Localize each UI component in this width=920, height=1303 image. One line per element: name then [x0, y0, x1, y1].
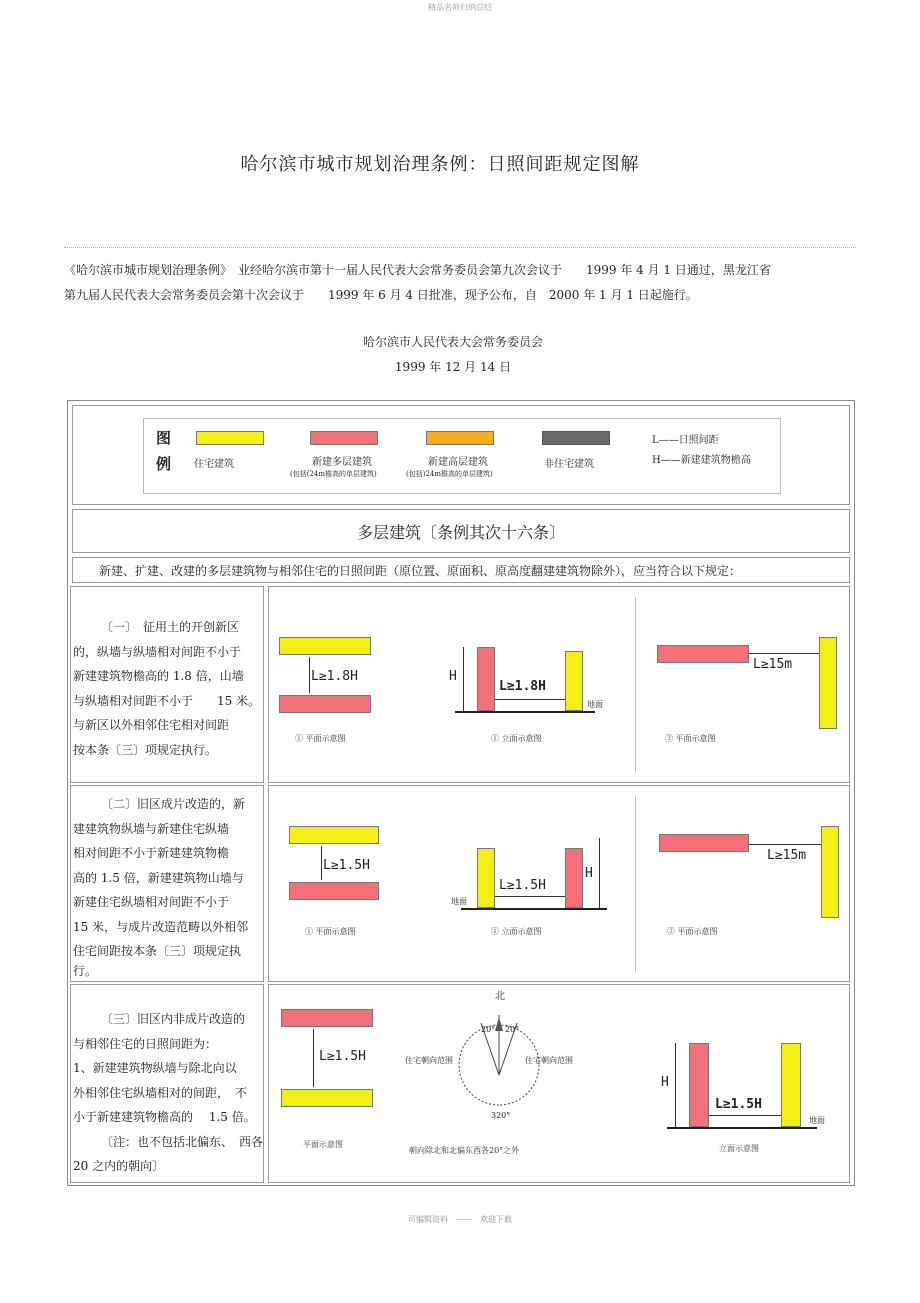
row1-label-plan: L≥1.8H [311, 669, 358, 684]
row1-h-label: H [449, 669, 457, 684]
row1-label-elev: L≥1.8H [499, 679, 546, 694]
row1-elev-l-dim [495, 699, 565, 700]
row2-line: 〔二〕旧区成片改造的，新 [101, 797, 246, 811]
row3-plan-residential [281, 1089, 373, 1107]
row3-line: 小于新建建筑物檐高的 1.5 倍。 [73, 1110, 256, 1124]
footer-note: 可编辑资料 —— 欢迎下载 [408, 1215, 512, 1224]
row1-text-cell [70, 586, 264, 783]
row2-line: 行。 [73, 963, 98, 978]
row1-line: 按本条〔三〕项规定执行。 [73, 742, 218, 757]
legend-def-L: L——日照间距 [652, 435, 719, 446]
row3-line: 〔三〕旧区内非成片改造的 [101, 1012, 246, 1026]
row1-line: 与纵墙相对间距不小于 15 米。 [73, 693, 261, 708]
row1-line: 的，纵墙与纵墙相对间距不小于 [73, 644, 242, 659]
row3-text [73, 1007, 263, 1179]
row3-diagram-cell [268, 984, 850, 1183]
row1-plan2-dim [749, 653, 819, 654]
row2-separator [635, 796, 636, 972]
section-intro: 新建、扩建、改建的多层建筑物与相邻住宅的日照间距（原位置、原面积、原高度翻建建筑物除外），应当符合以下规定： [99, 564, 742, 578]
row3-h-label: H [661, 1075, 669, 1090]
row2-elev-residential [477, 848, 495, 908]
row1-caption-3: ② 平面示意图 [665, 734, 716, 743]
row2-label-plan2: L≥15m [767, 848, 807, 863]
legend-label-multi: 新建多层建筑 [312, 457, 372, 468]
row2-elev-h-dim [599, 838, 600, 908]
row1-line: 〔一〕 征用土的开创新区 [101, 620, 240, 634]
legend-swatch-residential [196, 431, 264, 445]
issuer: 哈尔滨市人民代表大会常务委员会 [362, 335, 543, 349]
legend-note-multi: (包括(24m檐高的单层建筑) [290, 470, 377, 478]
row3-elev-l-dim [709, 1115, 781, 1116]
row1-label-plan2: L≥15m [753, 657, 793, 672]
row3-caption-1: 平面示意图 [303, 1140, 343, 1149]
section-title: 多层建筑〔条例其次十六条〕 [356, 523, 565, 542]
row2-plan2-multi [659, 834, 749, 852]
row2-line: 住宅间距按本条〔三〕项规定执 [73, 944, 242, 958]
legend-title-1: 图 [156, 429, 172, 447]
row2-label-plan: L≥1.5H [323, 858, 370, 873]
row3-ground-label: 地面 [809, 1116, 825, 1125]
section-intro-box [72, 557, 850, 583]
row3-caption-3: 立面示意图 [719, 1144, 759, 1153]
row2-plan-residential [289, 826, 379, 844]
row2-plan-dim [321, 846, 322, 880]
row1-text [73, 615, 263, 762]
row1-plan-multi [279, 695, 371, 713]
row1-plan2-residential [819, 637, 837, 729]
row3-plan-multi [281, 1009, 373, 1027]
row2-text-cell [70, 785, 264, 982]
legend-note-high: (包括)24m檐高的单层建筑) [406, 470, 493, 478]
legend-label-high: 新建高层建筑 [428, 457, 488, 468]
row2-line: 建建筑物纵墙与新建住宅纵墙 [73, 821, 230, 836]
row3-angle-b: 20° [505, 1025, 520, 1034]
row2-line: 新建住宅纵墙相对间距不小于 [73, 895, 230, 909]
row3-line: 20 之内的朝向〕 [73, 1159, 165, 1173]
row1-plan-dim [309, 657, 310, 693]
row3-label-elev: L≥1.5H [715, 1097, 762, 1112]
row1-ground-label: 地面 [587, 700, 603, 709]
row1-plan2-multi [657, 645, 749, 663]
row1-elev-multi [477, 647, 495, 711]
row1-elev-residential [565, 651, 583, 711]
row2-ground-line [461, 908, 607, 910]
row3-caption-2: 朝向除北和北偏东西各20°之外 [409, 1146, 520, 1155]
legend-def-H: H——新建建筑物檐高 [652, 455, 751, 466]
row3-angle-c: 320° [491, 1111, 511, 1120]
intro-line-2: 第九届人民代表大会常务委员会第十次会议于 1999 年 6 月 4 日批准，现予公布，自 2000 年 1 月 1 日起施行。 [64, 288, 698, 302]
row2-line: 高的 1.5 倍，新建建筑物山墙与 [73, 870, 244, 885]
row2-ground-label: 地面 [451, 897, 467, 906]
legend-box [72, 405, 850, 505]
row3-label-plan: L≥1.5H [319, 1049, 366, 1064]
legend-swatch-high [426, 431, 494, 445]
row2-plan2-residential [821, 826, 839, 918]
diagram-frame [67, 400, 855, 1186]
row1-separator [635, 597, 636, 773]
row1-diagram-cell [268, 586, 850, 783]
row3-range-right: 住宅朝向范围 [525, 1056, 573, 1065]
legend-label-residential: 住宅建筑 [194, 459, 234, 470]
row3-elev-h-dim [675, 1043, 676, 1127]
row2-caption-3: ② 平面示意图 [667, 927, 718, 936]
row2-h-label: H [585, 866, 593, 881]
row3-elev-multi [689, 1043, 709, 1127]
row1-line: 与新区以外相邻住宅相对间距 [73, 718, 230, 732]
row3-north-label: 北 [495, 991, 505, 1002]
row3-range-left: 住宅朝向范围 [405, 1056, 453, 1065]
row2-elev-l-dim [495, 896, 565, 897]
row2-line: 15 米，与成片改造范畴以外相邻 [73, 919, 249, 934]
row3-line: 外相邻住宅纵墙相对的间距， 不 [73, 1085, 248, 1100]
header-note: 精品名师归纳总结 [428, 3, 492, 12]
row1-caption-1: ① 平面示意图 [295, 734, 346, 743]
intro-line-1: 《哈尔滨市城市规划治理条例》 业经哈尔滨市第十一届人民代表大会常务委员会第九次会议于 1999 年 4 月 1 日通过，黑龙江省 [64, 263, 771, 277]
row2-plan-multi [289, 882, 379, 900]
row1-ground-line [455, 711, 595, 713]
row2-caption-2: ① 立面示意图 [491, 927, 542, 936]
row3-angle-a: 20° [481, 1025, 496, 1034]
section-title-box [72, 509, 850, 553]
row3-elev-residential [781, 1043, 801, 1127]
row2-line: 相对间距不小于新建建筑物檐 [73, 846, 230, 860]
row1-line: 新建建筑物檐高的 1.8 倍，山墙 [73, 669, 244, 683]
legend-swatch-nonres [542, 431, 610, 445]
row3-ground-line [667, 1127, 817, 1129]
row3-line: 1、新建建筑物纵墙与除北向以 [73, 1061, 237, 1075]
row1-plan-residential [279, 637, 371, 655]
legend-label-nonres: 非住宅建筑 [544, 459, 594, 470]
row3-line: 与相邻住宅的日照间距为： [73, 1036, 218, 1051]
legend-panel [143, 418, 781, 494]
divider [64, 247, 856, 248]
issue-date: 1999 年 12 月 14 日 [394, 360, 512, 374]
row2-caption-1: ① 平面示意图 [305, 927, 356, 936]
row2-plan2-dim [749, 844, 821, 845]
row3-line: 〔注：也不包括北偏东、 西各 [101, 1134, 264, 1149]
row2-elev-multi [565, 848, 583, 908]
row2-text [73, 792, 263, 978]
row1-elev-h-dim [463, 647, 464, 711]
page-title: 哈尔滨市城市规划治理条例：日照间距规定图解 [240, 154, 640, 175]
row2-label-elev: L≥1.5H [499, 878, 546, 893]
row2-diagram-cell [268, 785, 850, 982]
legend-swatch-multi [310, 431, 378, 445]
row3-plan-dim [313, 1029, 314, 1087]
row3-text-cell [70, 984, 264, 1183]
row1-caption-2: ① 立面示意图 [491, 734, 542, 743]
legend-title-2: 例 [156, 455, 172, 473]
